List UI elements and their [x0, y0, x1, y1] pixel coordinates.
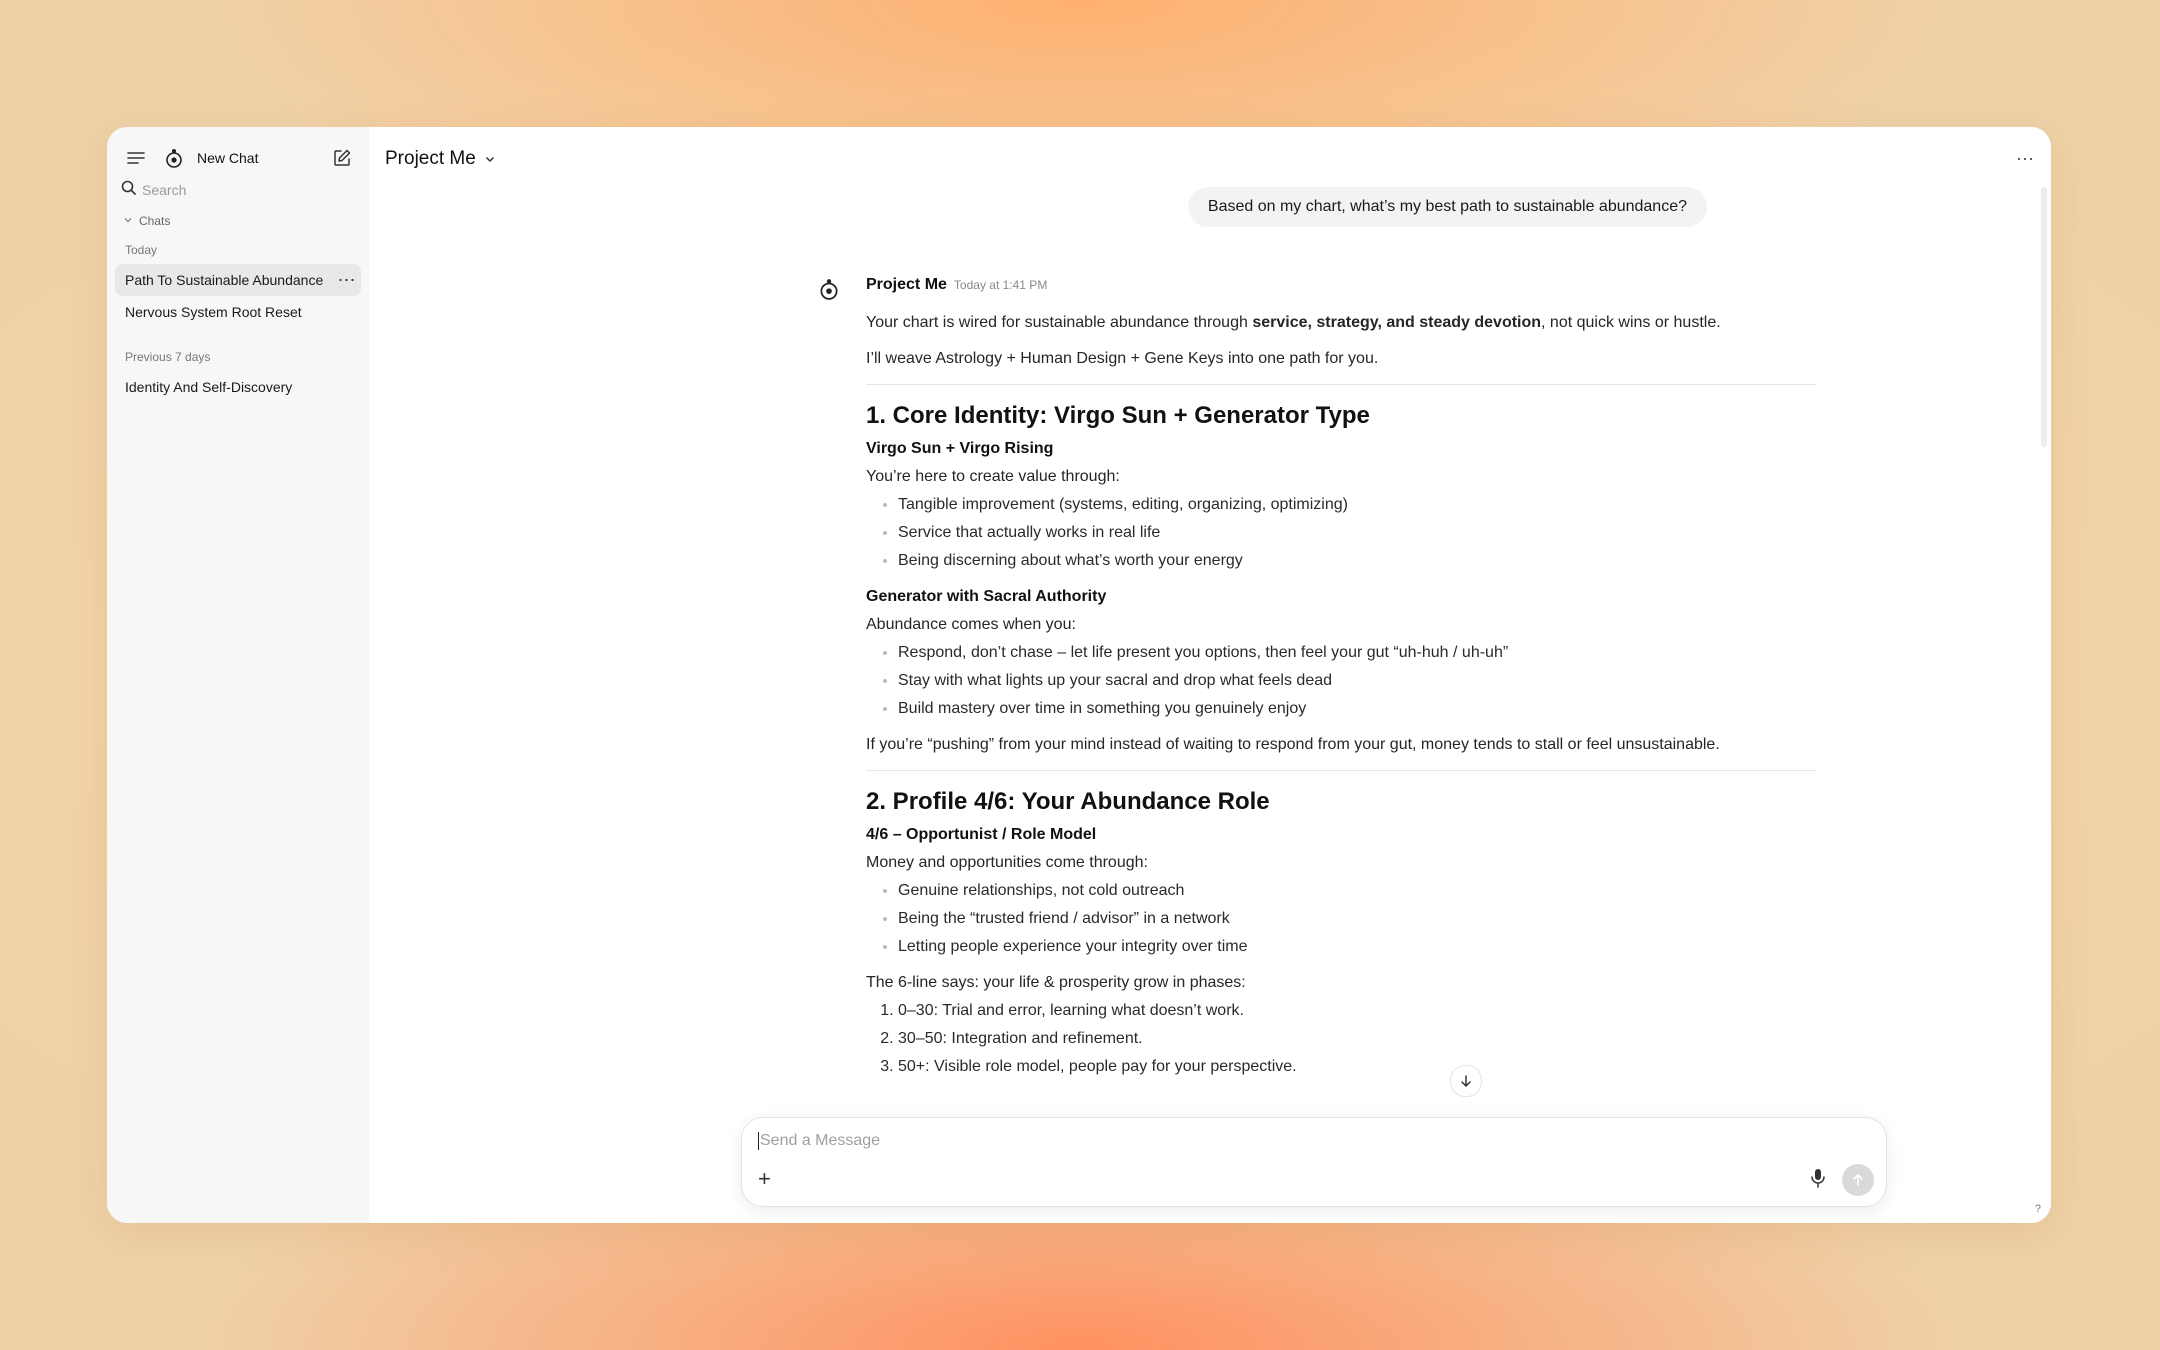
list-item: 3. 50+: Visible role model, people pay for your perspective. [898, 1057, 1816, 1077]
list-item: • Being discerning about what’s worth your energy [898, 551, 1816, 571]
list-item: • Service that actually works in real life [898, 523, 1816, 543]
bullet-list [866, 495, 1816, 571]
assistant-message [866, 275, 1816, 1077]
more-options-icon[interactable]: ⋯ [337, 269, 357, 290]
message-input-placeholder: Send a Message [760, 1132, 881, 1150]
microphone-icon[interactable] [1810, 1168, 1826, 1193]
more-options-icon[interactable]: ⋯ [2016, 148, 2035, 169]
sidebar-header [121, 141, 357, 175]
scrollbar[interactable] [2041, 187, 2047, 447]
main-panel [369, 127, 2051, 1223]
assistant-avatar [815, 275, 843, 303]
arrow-up-icon [1851, 1173, 1865, 1187]
subheading: Generator with Sacral Authority [866, 588, 1107, 605]
message-composer [741, 1117, 1887, 1207]
paragraph: The 6-line says: your life & prosperity grow in phases: [866, 974, 1246, 991]
chat-item-title: Identity And Self-Discovery [125, 379, 293, 395]
intro-bold-text: service, strategy, and steady devotion [1252, 314, 1542, 331]
chat-item-nervous-system-root-reset[interactable] [115, 296, 361, 328]
paragraph: Money and opportunities come through: [866, 854, 1148, 871]
chevron-down-icon [123, 214, 133, 228]
top-bar [385, 139, 2035, 179]
bullet-list [866, 881, 1816, 957]
chats-header: Chats [139, 214, 171, 228]
plus-icon[interactable]: + [758, 1166, 771, 1191]
scroll-to-bottom-button[interactable] [1450, 1065, 1482, 1097]
search-input[interactable]: Search [142, 182, 187, 198]
paragraph: You’re here to create value through: [866, 468, 1120, 485]
list-item: • Build mastery over time in something you genuinely enjoy [898, 699, 1816, 719]
send-button[interactable] [1842, 1164, 1874, 1196]
paragraph: If you’re “pushing” from your mind instead of waiting to respond from your gut, money tends to stall or feel unsustainable. [866, 736, 1720, 753]
section-label-previous-7-days: Previous 7 days [125, 350, 211, 364]
assistant-name: Project Me [866, 276, 947, 293]
message-input[interactable] [758, 1132, 880, 1150]
menu-icon[interactable] [121, 143, 151, 173]
intro-paragraph [866, 313, 1816, 333]
app-logo-icon [161, 145, 187, 171]
chat-item-path-to-sustainable-abundance[interactable] [115, 264, 361, 296]
app-window [107, 127, 2051, 1223]
compose-icon[interactable] [327, 143, 357, 173]
bullet-list [866, 643, 1816, 719]
section-label-today: Today [125, 243, 158, 257]
list-item: • Respond, don’t chase – let life present you options, then feel your gut “uh-huh / uh-uh” [898, 643, 1816, 663]
list-item: 1. 0–30: Trial and error, learning what doesn’t work. [898, 1001, 1816, 1021]
list-item: • Genuine relationships, not cold outreach [898, 881, 1816, 901]
help-button[interactable]: ? [2034, 1203, 2041, 1215]
chat-item-identity-and-self-discovery[interactable] [115, 371, 361, 403]
chat-item-title: Path To Sustainable Abundance [125, 272, 324, 288]
user-message: Based on my chart, what’s my best path to sustainable abundance? [1188, 187, 1707, 227]
list-item: • Being the “trusted friend / advisor” in a network [898, 909, 1816, 929]
divider [866, 384, 1816, 385]
chevron-down-icon[interactable] [484, 153, 496, 165]
paragraph: Abundance comes when you: [866, 616, 1076, 633]
subheading: 4/6 – Opportunist / Role Model [866, 826, 1097, 843]
message-timestamp: Today at 1:41 PM [953, 278, 1048, 292]
intro-paragraph-2: I’ll weave Astrology + Human Design + Gene Keys into one path for you. [866, 350, 1379, 367]
new-chat-label[interactable]: New Chat [197, 150, 259, 166]
section-heading: 1. Core Identity: Virgo Sun + Generator Type [866, 402, 1370, 429]
intro-text: Your chart is wired for sustainable abundance through [866, 314, 1253, 331]
list-item: • Letting people experience your integrity over time [898, 937, 1816, 957]
chats-group-toggle[interactable] [123, 214, 170, 228]
search-icon [121, 180, 136, 200]
chat-item-title: Nervous System Root Reset [125, 304, 302, 320]
sidebar [107, 127, 369, 1223]
search-bar[interactable] [121, 175, 357, 205]
model-selector[interactable]: Project Me [385, 148, 476, 169]
subheading: Virgo Sun + Virgo Rising [866, 440, 1054, 457]
numbered-list [866, 1001, 1816, 1077]
list-item: • Stay with what lights up your sacral and drop what feels dead [898, 671, 1816, 691]
divider [866, 770, 1816, 771]
intro-text-end: , not quick wins or hustle. [1541, 314, 1721, 331]
list-item: • Tangible improvement (systems, editing, organizing, optimizing) [898, 495, 1816, 515]
section-heading: 2. Profile 4/6: Your Abundance Role [866, 788, 1270, 815]
list-item: 2. 30–50: Integration and refinement. [898, 1029, 1816, 1049]
arrow-down-icon [1459, 1074, 1473, 1088]
